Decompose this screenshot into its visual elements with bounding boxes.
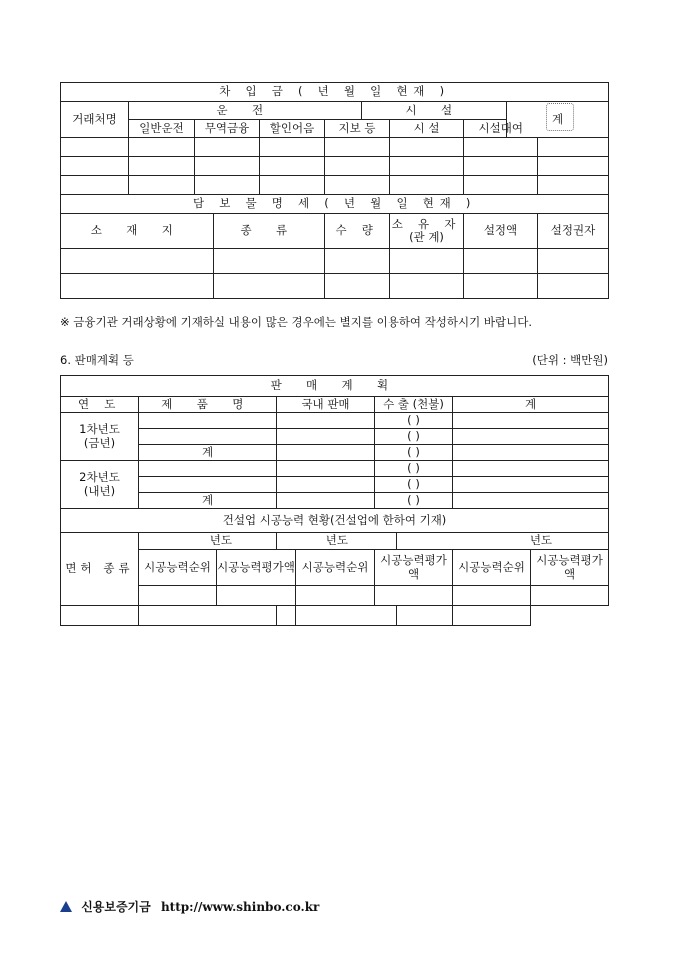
- value-header: 시공능력평가액: [375, 550, 453, 586]
- sub-lease: 시설대여: [464, 120, 538, 138]
- facility-header: 시 설: [362, 102, 507, 120]
- footer-org: 신용보증기금: [81, 900, 151, 914]
- sales-total-header: 계: [453, 397, 609, 413]
- collateral-title: 담 보 물 명 세 ( 년 월 일 현재 ): [61, 195, 609, 214]
- construction-row: [61, 606, 609, 626]
- export-cell: ( ): [375, 461, 453, 477]
- sub-discount: 할인어음: [260, 120, 325, 138]
- collateral-holder-header: 설정권자: [538, 214, 609, 249]
- value-header: 시공능력평가액: [217, 550, 296, 586]
- sales-construction-table: [60, 375, 609, 626]
- loan-row: [61, 138, 609, 157]
- collateral-qty-header: 수 량: [325, 214, 390, 249]
- construction-row: [61, 586, 609, 606]
- sales-title: 판 매 계 획: [61, 376, 609, 397]
- shinbo-logo-icon: [60, 901, 72, 912]
- export-cell: ( ): [375, 413, 453, 429]
- collateral-type-header: 종 류: [214, 214, 325, 249]
- sub-guarantee: 지보 등: [325, 120, 390, 138]
- sub-trade: 무역금융: [195, 120, 260, 138]
- footer: [60, 898, 319, 915]
- sales-year-header: 연 도: [61, 397, 139, 413]
- sub-facility: 시 설: [390, 120, 464, 138]
- seal-stamp: 계: [552, 113, 563, 126]
- year2-subtotal: 계: [139, 493, 277, 509]
- license-type-header: 면허 종류: [61, 533, 139, 606]
- collateral-owner-header: 소 유 자 (관 계): [390, 214, 464, 249]
- rank-header: 시공능력순위: [139, 550, 217, 586]
- rank-header: 시공능력순위: [453, 550, 531, 586]
- construction-title: 건설업 시공능력 현황(건설업에 한하여 기재): [61, 509, 609, 533]
- sales-export-header: 수 출 (천불): [375, 397, 453, 413]
- operating-header: 운 전: [129, 102, 362, 120]
- footer-url[interactable]: http://www.shinbo.co.kr: [160, 900, 320, 914]
- export-cell: ( ): [375, 477, 453, 493]
- export-cell: ( ): [375, 429, 453, 445]
- collateral-row: [61, 274, 609, 299]
- collateral-row: [61, 249, 609, 274]
- loan-title: 차 입 금 ( 년 월 일 현재 ): [61, 83, 609, 102]
- construction-year-header: 년도: [139, 533, 277, 550]
- sub-general: 일반운전: [129, 120, 195, 138]
- collateral-location-header: 소 재 지: [61, 214, 214, 249]
- value-header: 시공능력평가액: [531, 550, 609, 586]
- export-cell: ( ): [375, 493, 453, 509]
- year1-subtotal: 계: [139, 445, 277, 461]
- year1-label: 1차년도 (금년): [61, 413, 139, 461]
- section-title: 6. 판매계획 등: [60, 353, 134, 367]
- export-cell: ( ): [375, 445, 453, 461]
- rank-header: 시공능력순위: [296, 550, 375, 586]
- note-text: ※ 금융기관 거래상황에 기재하실 내용이 많은 경우에는 별지를 이용하여 작성하시기 바랍니다.: [60, 315, 532, 329]
- sales-domestic-header: 국내 판매: [277, 397, 375, 413]
- sales-product-header: 제 품 명: [139, 397, 277, 413]
- collateral-amount-header: 설정액: [464, 214, 538, 249]
- unit-label: (단위 : 백만원): [532, 353, 608, 367]
- loan-row: [61, 157, 609, 176]
- construction-year-header: 년도: [397, 533, 609, 550]
- lender-header: 거래처명: [61, 102, 129, 138]
- year2-label: 2차년도 (내년): [61, 461, 139, 509]
- loan-row: [61, 176, 609, 195]
- loan-collateral-table: [60, 82, 609, 299]
- construction-year-header: 년도: [277, 533, 397, 550]
